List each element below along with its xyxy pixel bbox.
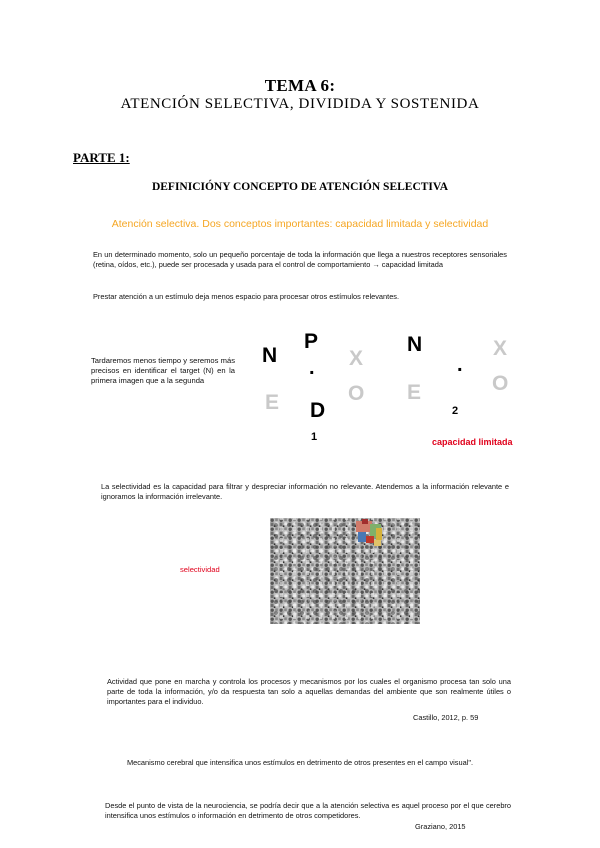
figure-number: 2 — [452, 405, 459, 417]
paragraph-target: Tardaremos menos tiempo y seremos más precisos en identificar el target (N) en la primera imagen que a la segunda — [91, 356, 235, 385]
citation-graziano: Graziano, 2015 — [415, 822, 466, 831]
letter-o: O — [348, 382, 365, 405]
paragraph-neuroscience: Desde el punto de vista de la neurociencia, se podría decir que a la atención selectiva es aquel proceso por el que cerebro intensifica unos estímulos o información en detrimento de otros competidores. — [105, 801, 511, 820]
paragraph-selectivity: La selectividad es la capacidad para filtrar y despreciar información no relevante. Atendemos a la información relevante e ignoramos la información irrelevante. — [101, 482, 509, 501]
letter-x: X — [493, 337, 508, 360]
colored-subtitle: Atención selectiva. Dos conceptos importantes: capacidad limitada y selectividad — [111, 218, 489, 230]
paragraph-definition: Actividad que pone en marcha y controla los procesos y mecanismos por los cuales el organismo procesa tan solo una parte de toda la información, y/o da respuesta tan solo a aquellas demandas del ambiente que son realmente útiles o importantes para el individuo. — [107, 677, 511, 706]
selectivity-label: selectividad — [180, 565, 220, 574]
paragraph-attention: Prestar atención a un estímulo deja menos espacio para procesar otros estímulos relevantes. — [93, 292, 400, 301]
figure-number: 1 — [311, 431, 318, 443]
letter-e: E — [265, 391, 280, 414]
letter-d: D — [310, 399, 326, 422]
dot: . — [457, 354, 463, 376]
letter-p: P — [304, 330, 319, 353]
letter-e: E — [407, 381, 422, 404]
capacity-label: capacidad limitada — [432, 437, 513, 447]
dot: . — [309, 357, 315, 379]
letter-n: N — [262, 344, 278, 367]
crowd-image — [270, 518, 420, 624]
letter-x: X — [349, 347, 364, 370]
citation-castillo: Castillo, 2012, p. 59 — [413, 713, 479, 722]
section-label: PARTE 1: — [73, 150, 130, 165]
page-subtitle: ATENCIÓN SELECTIVA, DIVIDIDA Y SOSTENIDA — [120, 96, 480, 112]
paragraph-mechanism: Mecanismo cerebral que intensifica unos estímulos en detrimento de otros presentes en el campo visual". — [126, 758, 474, 767]
page-title: TEMA 6: — [264, 76, 336, 95]
letter-n: N — [407, 333, 423, 356]
section-heading: DEFINICIÓNY CONCEPTO DE ATENCIÓN SELECTIVA — [151, 181, 449, 193]
letter-o: O — [492, 372, 509, 395]
paragraph-capacity: En un determinado momento, solo un pequeño porcentaje de toda la información que llega a nuestros receptores sensoriales (retina, oídos, etc.), puede ser procesada y usada para el control de comportamiento → capacidad limitada — [93, 250, 507, 269]
